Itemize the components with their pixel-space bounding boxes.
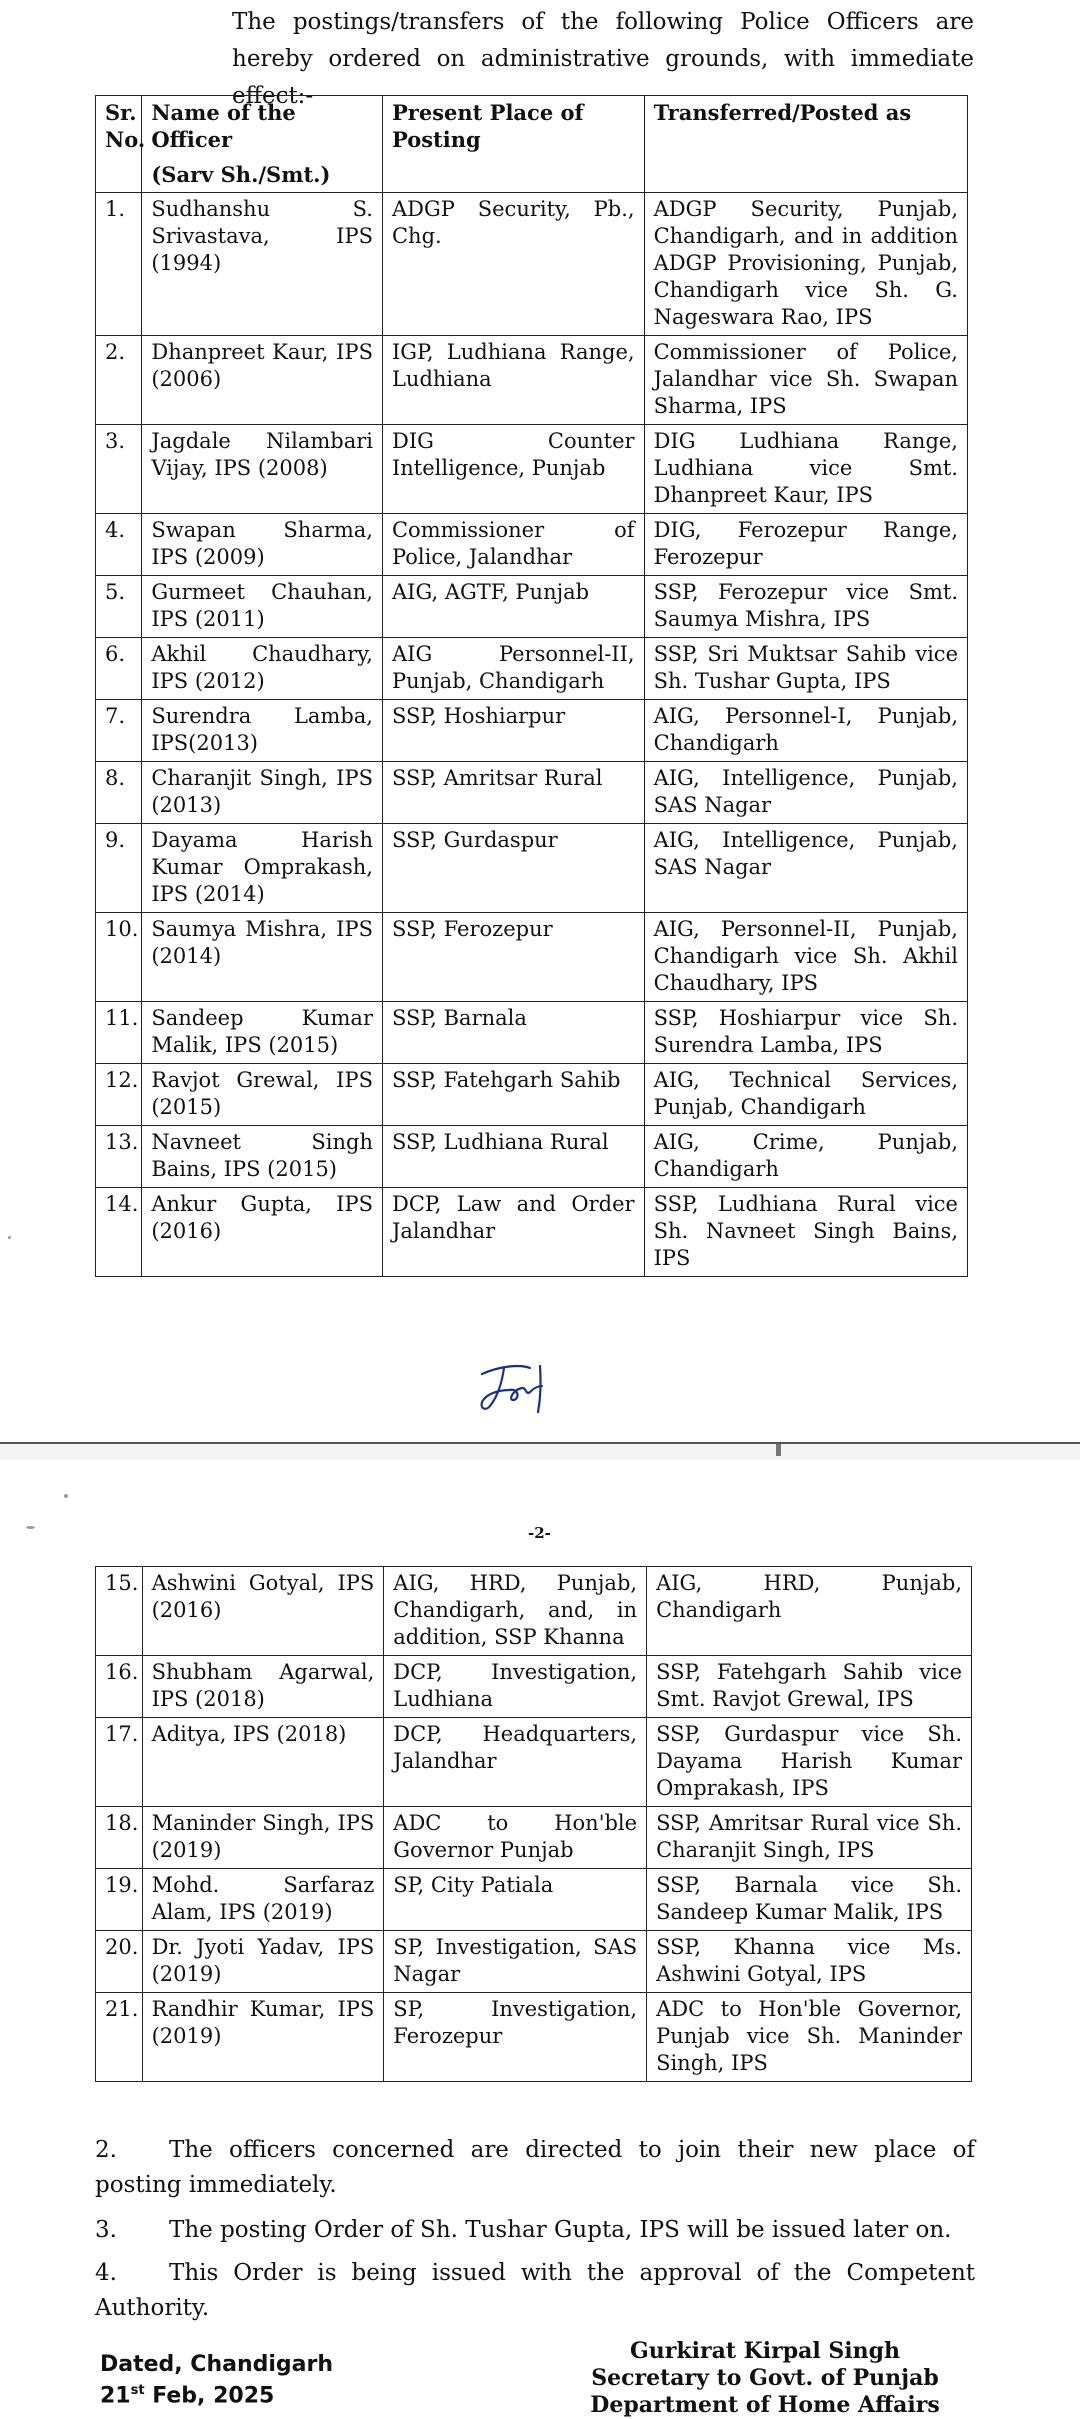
cell-sr-no: 1.	[96, 193, 142, 336]
date-day: 21	[100, 2383, 131, 2409]
paragraph-number: 4.	[95, 2260, 117, 2286]
cell-officer-name: Sandeep Kumar Malik, IPS (2015)	[142, 1002, 383, 1064]
cell-present-posting: SSP, Amritsar Rural	[382, 762, 644, 824]
table-row	[96, 1188, 968, 1277]
cell-transferred-as: SSP, Ferozepur vice Smt. Saumya Mishra, IPS	[644, 576, 967, 638]
cell-present-posting: AIG, HRD, Punjab, Chandigarh, and, in addition, SSP Khanna	[384, 1567, 647, 1656]
cell-sr-no: 21.	[96, 1993, 143, 2082]
cell-transferred-as: AIG, Intelligence, Punjab, SAS Nagar	[644, 762, 967, 824]
signatory-name: Gurkirat Kirpal Singh	[630, 2338, 900, 2364]
cell-officer-name: Mohd. Sarfaraz Alam, IPS (2019)	[142, 1869, 384, 1931]
cell-present-posting: ADC to Hon'ble Governor Punjab	[384, 1807, 647, 1869]
table-row	[96, 1126, 968, 1188]
cell-sr-no: 10.	[96, 913, 142, 1002]
header-officer-name-label: Name of the Officer	[151, 100, 296, 152]
table-row	[96, 425, 968, 514]
cell-officer-name: Dhanpreet Kaur, IPS (2006)	[142, 336, 383, 425]
handwritten-signature	[468, 1356, 568, 1420]
cell-transferred-as: SSP, Amritsar Rural vice Sh. Charanjit Singh, IPS	[647, 1807, 972, 1869]
cell-officer-name: Randhir Kumar, IPS (2019)	[142, 1993, 384, 2082]
cell-transferred-as: AIG, Technical Services, Punjab, Chandigarh	[644, 1064, 967, 1126]
paragraph-4	[95, 2256, 975, 2326]
header-sr-no: Sr. No.	[96, 96, 142, 193]
cell-transferred-as: DIG, Ferozepur Range, Ferozepur	[644, 514, 967, 576]
cell-sr-no: 6.	[96, 638, 142, 700]
cell-sr-no: 14.	[96, 1188, 142, 1277]
paragraph-2	[95, 2133, 975, 2203]
cell-sr-no: 13.	[96, 1126, 142, 1188]
cell-transferred-as: AIG, Personnel-II, Punjab, Chandigarh vice Sh. Akhil Chaudhary, IPS	[644, 913, 967, 1002]
cell-transferred-as: ADC to Hon'ble Governor, Punjab vice Sh. Maninder Singh, IPS	[647, 1993, 972, 2082]
paragraph-text: The officers concerned are directed to join their new place of posting immediately.	[95, 2137, 975, 2198]
cell-officer-name: Maninder Singh, IPS (2019)	[142, 1807, 384, 1869]
cell-sr-no: 8.	[96, 762, 142, 824]
cell-transferred-as: DIG Ludhiana Range, Ludhiana vice Smt. Dhanpreet Kaur, IPS	[644, 425, 967, 514]
cell-sr-no: 3.	[96, 425, 142, 514]
table-row	[96, 1718, 972, 1807]
table-row	[96, 913, 968, 1002]
cell-present-posting: DIG Counter Intelligence, Punjab	[382, 425, 644, 514]
table-row	[96, 762, 968, 824]
cell-transferred-as: SSP, Ludhiana Rural vice Sh. Navneet Singh Bains, IPS	[644, 1188, 967, 1277]
cell-present-posting: Commissioner of Police, Jalandhar	[382, 514, 644, 576]
cell-present-posting: SSP, Ludhiana Rural	[382, 1126, 644, 1188]
table-row	[96, 514, 968, 576]
cell-transferred-as: ADGP Security, Punjab, Chandigarh, and in addition ADGP Provisioning, Punjab, Chandigarh vice Sh. G. Nageswara Rao, IPS	[644, 193, 967, 336]
date-rest: Feb, 2025	[152, 2383, 275, 2409]
page-gap	[0, 1444, 1080, 1460]
header-sarv-note: (Sarv Sh./Smt.)	[151, 162, 331, 187]
cell-sr-no: 20.	[96, 1931, 143, 1993]
cell-present-posting: DCP, Investigation, Ludhiana	[384, 1656, 647, 1718]
cell-officer-name: Charanjit Singh, IPS (2013)	[142, 762, 383, 824]
table-row	[96, 1064, 968, 1126]
cell-sr-no: 16.	[96, 1656, 143, 1718]
cell-officer-name: Dr. Jyoti Yadav, IPS (2019)	[142, 1931, 384, 1993]
cell-officer-name: Ashwini Gotyal, IPS (2016)	[142, 1567, 384, 1656]
date-suffix: st	[130, 2383, 145, 2398]
table-row	[96, 193, 968, 336]
cell-sr-no: 18.	[96, 1807, 143, 1869]
table-body-page-2	[96, 1567, 972, 2082]
cell-present-posting: DCP, Law and Order Jalandhar	[382, 1188, 644, 1277]
cell-present-posting: DCP, Headquarters, Jalandhar	[384, 1718, 647, 1807]
header-present-posting: Present Place of Posting	[382, 96, 644, 193]
table-row	[96, 1002, 968, 1064]
header-officer-name	[142, 96, 383, 193]
cell-present-posting: AIG Personnel-II, Punjab, Chandigarh	[382, 638, 644, 700]
table-row	[96, 638, 968, 700]
cell-present-posting: SSP, Gurdaspur	[382, 824, 644, 913]
dated-date	[100, 2378, 333, 2409]
postings-table-page-1	[95, 95, 968, 1277]
intro-text: The postings/transfers of the following Police Officers are hereby ordered on administrative grounds, with immediate effect:-	[232, 9, 974, 109]
cell-officer-name: Dayama Harish Kumar Omprakash, IPS (2014)	[142, 824, 383, 913]
cell-transferred-as: AIG, HRD, Punjab, Chandigarh	[647, 1567, 972, 1656]
cell-present-posting: AIG, AGTF, Punjab	[382, 576, 644, 638]
signatory-block	[545, 2338, 985, 2419]
table-row	[96, 1656, 972, 1718]
cell-transferred-as: SSP, Sri Muktsar Sahib vice Sh. Tushar Gupta, IPS	[644, 638, 967, 700]
cell-officer-name: Surendra Lamba, IPS(2013)	[142, 700, 383, 762]
paragraph-text: This Order is being issued with the approval of the Competent Authority.	[95, 2260, 975, 2321]
cell-officer-name: Sudhanshu S. Srivastava, IPS (1994)	[142, 193, 383, 336]
paragraph-number: 2.	[95, 2137, 117, 2163]
table-row	[96, 700, 968, 762]
table-row	[96, 1807, 972, 1869]
cell-present-posting: SP, City Patiala	[384, 1869, 647, 1931]
cell-officer-name: Jagdale Nilambari Vijay, IPS (2008)	[142, 425, 383, 514]
cell-officer-name: Saumya Mishra, IPS (2014)	[142, 913, 383, 1002]
cell-sr-no: 4.	[96, 514, 142, 576]
date-block	[100, 2352, 333, 2409]
table-row	[96, 1869, 972, 1931]
paragraph-text: The posting Order of Sh. Tushar Gupta, IPS will be issued later on.	[169, 2217, 952, 2243]
dated-place: Dated, Chandigarh	[100, 2352, 334, 2377]
cell-present-posting: SSP, Ferozepur	[382, 913, 644, 1002]
paragraph-3	[95, 2213, 975, 2248]
signatory-title: Secretary to Govt. of Punjab	[591, 2365, 939, 2391]
scan-speck	[64, 1494, 68, 1498]
cell-transferred-as: SSP, Hoshiarpur vice Sh. Surendra Lamba, IPS	[644, 1002, 967, 1064]
cell-transferred-as: Commissioner of Police, Jalandhar vice Sh. Swapan Sharma, IPS	[644, 336, 967, 425]
cell-sr-no: 7.	[96, 700, 142, 762]
cell-officer-name: Navneet Singh Bains, IPS (2015)	[142, 1126, 383, 1188]
postings-table-page-2	[95, 1566, 972, 2082]
scan-speck	[26, 1526, 35, 1529]
table-row	[96, 1567, 972, 1656]
header-transferred-as: Transferred/Posted as	[644, 96, 967, 193]
paragraph-number: 3.	[95, 2217, 117, 2243]
cell-officer-name: Ravjot Grewal, IPS (2015)	[142, 1064, 383, 1126]
table-row	[96, 336, 968, 425]
table-row	[96, 1931, 972, 1993]
cell-sr-no: 12.	[96, 1064, 142, 1126]
cell-present-posting: SSP, Hoshiarpur	[382, 700, 644, 762]
cell-present-posting: SSP, Barnala	[382, 1002, 644, 1064]
cell-sr-no: 9.	[96, 824, 142, 913]
cell-sr-no: 19.	[96, 1869, 143, 1931]
cell-present-posting: ADGP Security, Pb., Chg.	[382, 193, 644, 336]
cell-sr-no: 17.	[96, 1718, 143, 1807]
cell-transferred-as: SSP, Gurdaspur vice Sh. Dayama Harish Kumar Omprakash, IPS	[647, 1718, 972, 1807]
cell-officer-name: Gurmeet Chauhan, IPS (2011)	[142, 576, 383, 638]
cell-officer-name: Aditya, IPS (2018)	[142, 1718, 384, 1807]
cell-present-posting: SP, Investigation, SAS Nagar	[384, 1931, 647, 1993]
table-body-page-1	[96, 193, 968, 1277]
cell-present-posting: SSP, Fatehgarh Sahib	[382, 1064, 644, 1126]
cell-transferred-as: SSP, Fatehgarh Sahib vice Smt. Ravjot Grewal, IPS	[647, 1656, 972, 1718]
cell-transferred-as: AIG, Intelligence, Punjab, SAS Nagar	[644, 824, 967, 913]
table-row	[96, 1993, 972, 2082]
table-row	[96, 824, 968, 913]
cell-present-posting: IGP, Ludhiana Range, Ludhiana	[382, 336, 644, 425]
scan-speck	[8, 1236, 11, 1239]
cell-sr-no: 11.	[96, 1002, 142, 1064]
cell-officer-name: Swapan Sharma, IPS (2009)	[142, 514, 383, 576]
scan-mark	[776, 1444, 781, 1456]
cell-transferred-as: SSP, Barnala vice Sh. Sandeep Kumar Malik, IPS	[647, 1869, 972, 1931]
cell-transferred-as: AIG, Personnel-I, Punjab, Chandigarh	[644, 700, 967, 762]
cell-officer-name: Ankur Gupta, IPS (2016)	[142, 1188, 383, 1277]
cell-transferred-as: SSP, Khanna vice Ms. Ashwini Gotyal, IPS	[647, 1931, 972, 1993]
table-header-row	[96, 96, 968, 193]
table-row	[96, 576, 968, 638]
cell-sr-no: 2.	[96, 336, 142, 425]
cell-sr-no: 5.	[96, 576, 142, 638]
page-number: -2-	[528, 1524, 551, 1542]
cell-sr-no: 15.	[96, 1567, 143, 1656]
signatory-department: Department of Home Affairs	[590, 2392, 940, 2418]
cell-officer-name: Shubham Agarwal, IPS (2018)	[142, 1656, 384, 1718]
cell-transferred-as: AIG, Crime, Punjab, Chandigarh	[644, 1126, 967, 1188]
cell-present-posting: SP, Investigation, Ferozepur	[384, 1993, 647, 2082]
cell-officer-name: Akhil Chaudhary, IPS (2012)	[142, 638, 383, 700]
